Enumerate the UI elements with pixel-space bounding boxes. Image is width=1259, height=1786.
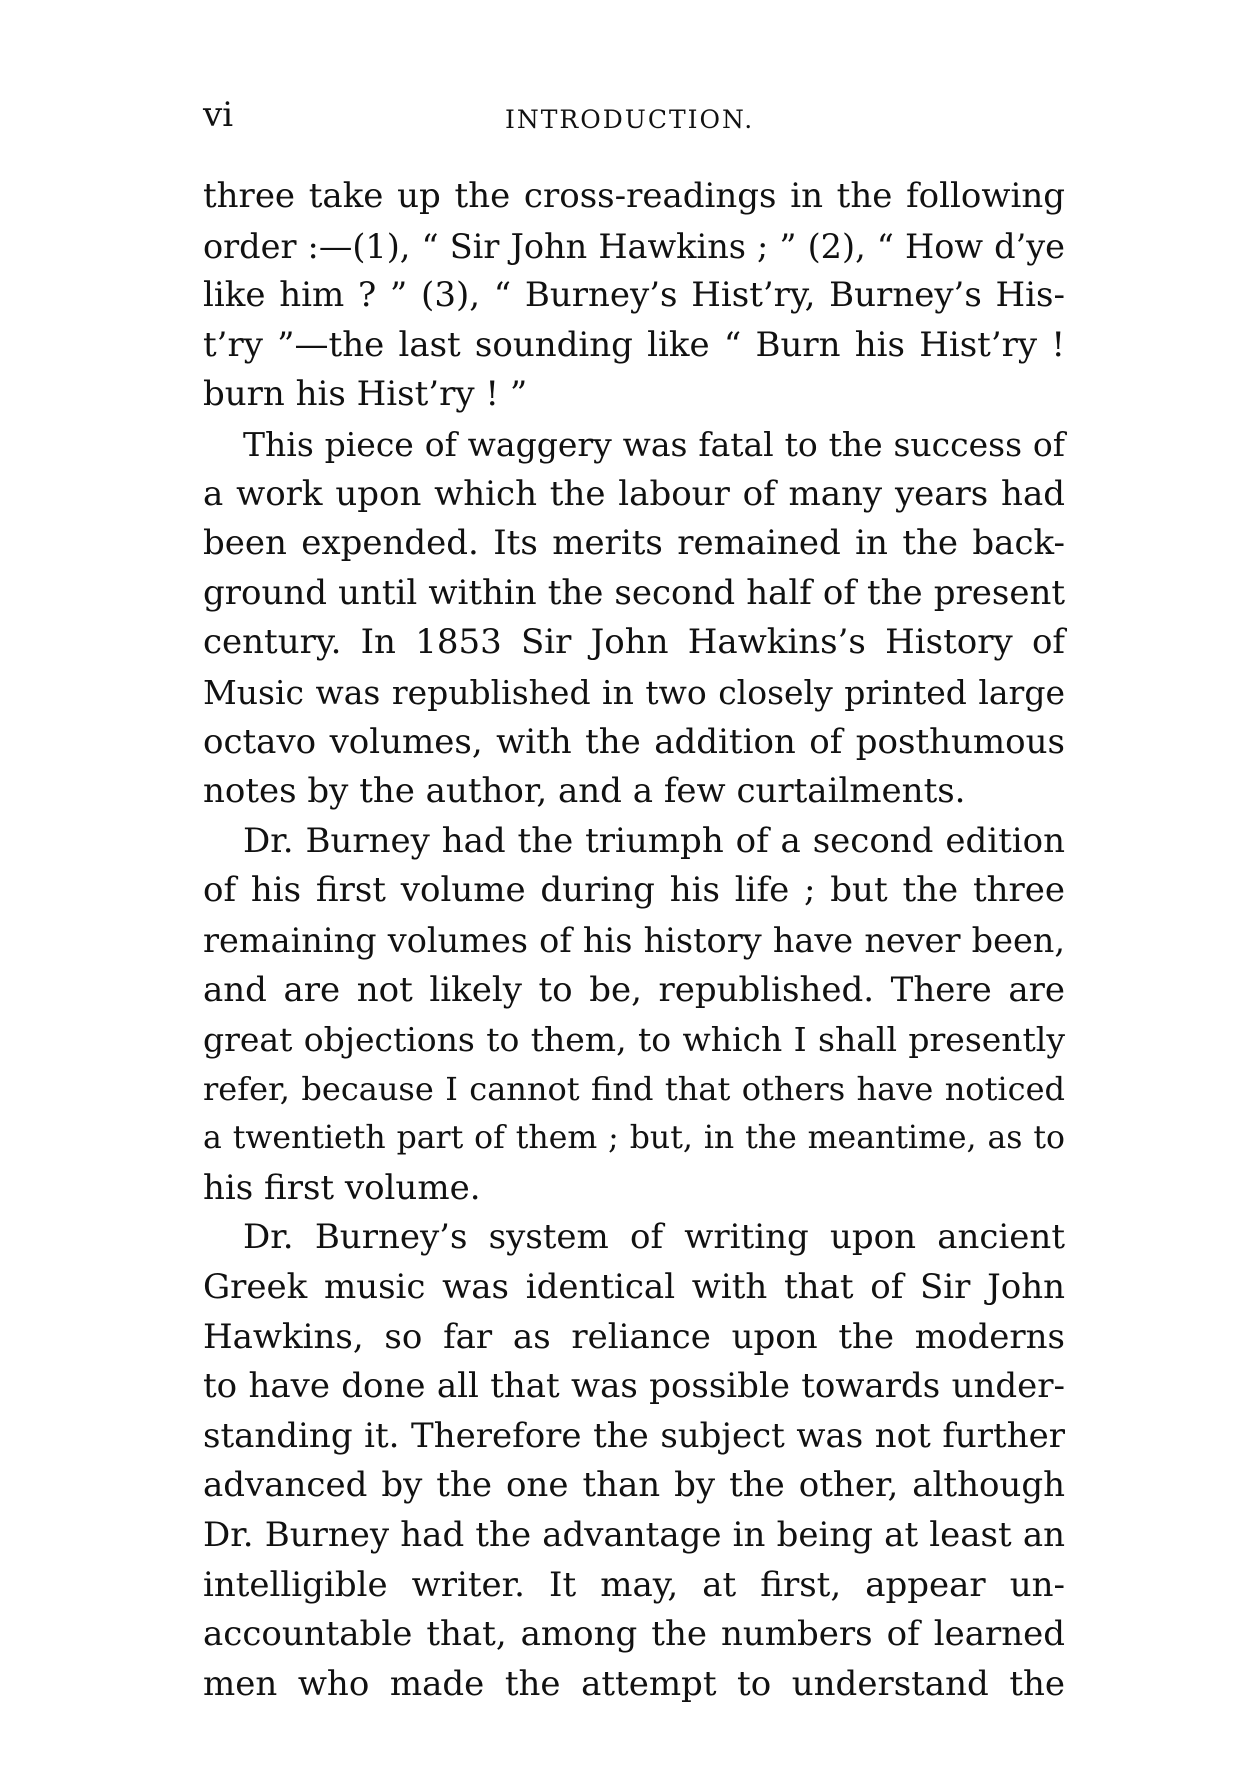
text-line: three take up the cross-readings in the following xyxy=(203,176,1065,216)
text-line: octavo volumes, with the addition of posthumous xyxy=(203,721,1065,762)
text-line: and are not likely to be, republished. There are xyxy=(203,969,1065,1010)
text-line: burn his Hist’ry ! ” xyxy=(203,374,528,415)
text-line: refer, because I cannot find that others have noticed xyxy=(203,1069,1065,1108)
page-number: vi xyxy=(203,95,234,135)
text-line: This piece of waggery was fatal to the success of xyxy=(243,424,1065,464)
text-line: Greek music was identical with that of Sir John xyxy=(203,1267,1065,1308)
text-line: like him ? ” (3), “ Burney’s Hist’ry, Burney’s His- xyxy=(203,275,1065,316)
body-text xyxy=(203,172,1065,1709)
text-line: accountable that, among the numbers of learned xyxy=(203,1614,1065,1655)
text-line: Music was republished in two closely printed large xyxy=(203,672,1065,712)
text-line: a twentieth part of them ; but, in the meantime, as to xyxy=(203,1120,1065,1157)
text-line: Hawkins, so far as reliance upon the moderns xyxy=(203,1316,1065,1357)
text-line: Dr. Burney had the advantage in being at least an xyxy=(203,1515,1065,1556)
text-line: remaining volumes of his history have never been, xyxy=(203,920,1065,960)
running-head: INTRODUCTION. xyxy=(505,105,755,134)
text-line: ground until within the second half of the present xyxy=(203,572,1065,613)
text-line: intelligible writer. It may, at first, appear un- xyxy=(203,1564,1065,1605)
text-line: a work upon which the labour of many years had xyxy=(203,473,1065,514)
text-line: Dr. Burney’s system of writing upon ancient xyxy=(243,1217,1065,1258)
text-line: century. In 1853 Sir John Hawkins’s History of xyxy=(203,622,1065,663)
text-line: great objections to them, to which I shall presently xyxy=(203,1020,1065,1060)
text-line: men who made the attempt to understand the xyxy=(203,1663,1065,1704)
text-line: advanced by the one than by the other, although xyxy=(203,1465,1065,1506)
text-line: of his first volume during his life ; but the three xyxy=(203,870,1065,911)
text-line: notes by the author, and a few curtailments. xyxy=(203,771,966,812)
text-line: to have done all that was possible towards under- xyxy=(203,1366,1065,1407)
text-line: his first volume. xyxy=(203,1167,481,1208)
text-line: Dr. Burney had the triumph of a second edition xyxy=(243,820,1065,861)
text-line: order :—(1), “ Sir John Hawkins ; ” (2), “ How d’ye xyxy=(203,226,1065,266)
text-line: t’ry ”—the last sounding like “ Burn his Hist’ry ! xyxy=(203,324,1065,365)
text-line: been expended. Its merits remained in the back- xyxy=(203,523,1065,564)
text-line: standing it. Therefore the subject was not further xyxy=(203,1415,1065,1456)
